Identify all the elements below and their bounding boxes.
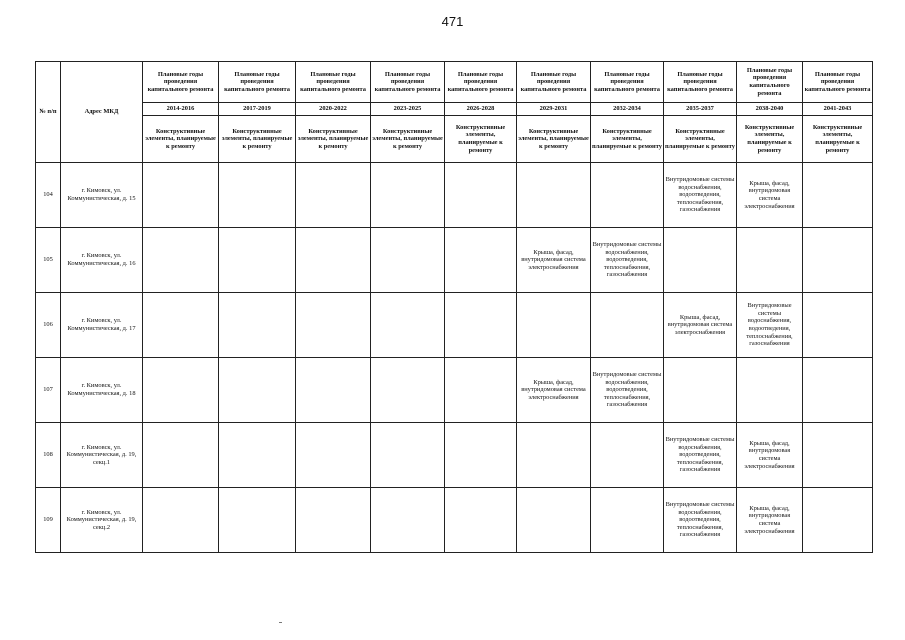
plan-cell	[517, 423, 591, 488]
elements-header: Конструктивные элементы, планируемые к ремонту	[219, 116, 296, 163]
plan-cell	[737, 358, 803, 423]
plan-cell	[517, 293, 591, 358]
col-address-header: Адрес МКД	[61, 62, 143, 163]
period-years: 2035-2037	[664, 103, 737, 116]
plan-cell: Крыша, фасад, внутридомовая система электроснабжения	[517, 228, 591, 293]
plan-cell: Внутридомовые системы водоснабжения, водоотведения, теплоснабжения, газоснабжения	[591, 358, 664, 423]
table-row	[36, 163, 873, 228]
row-number: 107	[36, 358, 61, 423]
plan-cell	[143, 423, 219, 488]
period-years: 2023-2025	[371, 103, 445, 116]
plan-cell	[296, 228, 371, 293]
table-row	[36, 358, 873, 423]
elements-header: Конструктивные элементы, планируемые к ремонту	[591, 116, 664, 163]
period-years: 2038-2040	[737, 103, 803, 116]
plan-cell	[371, 423, 445, 488]
period-header: Плановые годы проведения капитального ремонта	[219, 62, 296, 103]
plan-cell: Внутридомовые системы водоснабжения, водоотведения, теплоснабжения, газоснабжения	[737, 293, 803, 358]
row-address: г. Кимовск, ул. Коммунистическая, д. 15	[61, 163, 143, 228]
row-number: 108	[36, 423, 61, 488]
period-header: Плановые годы проведения капитального ремонта	[143, 62, 219, 103]
plan-cell	[591, 293, 664, 358]
plan-cell: Крыша, фасад, внутридомовая система электроснабжения	[664, 293, 737, 358]
period-years: 2026-2028	[445, 103, 517, 116]
row-address: г. Кимовск, ул. Коммунистическая, д. 19, секц.2	[61, 488, 143, 553]
table-row	[36, 488, 873, 553]
plan-cell	[445, 358, 517, 423]
elements-header: Конструктивные элементы, планируемые к ремонту	[517, 116, 591, 163]
table-header	[36, 62, 873, 163]
plan-cell: Внутридомовые системы водоснабжения, водоотведения, теплоснабжения, газоснабжения	[591, 228, 664, 293]
table-row	[36, 228, 873, 293]
plan-cell	[737, 228, 803, 293]
capital-repair-plan-table	[35, 61, 873, 553]
plan-cell	[664, 228, 737, 293]
row-address: г. Кимовск, ул. Коммунистическая, д. 18	[61, 358, 143, 423]
plan-cell	[143, 228, 219, 293]
row-number: 105	[36, 228, 61, 293]
period-header: Плановые годы проведения капитального ремонта	[296, 62, 371, 103]
period-years: 2029-2031	[517, 103, 591, 116]
plan-cell	[219, 488, 296, 553]
plan-cell	[219, 358, 296, 423]
plan-cell	[803, 228, 873, 293]
plan-cell	[517, 488, 591, 553]
plan-cell	[803, 423, 873, 488]
plan-cell	[591, 488, 664, 553]
row-number: 109	[36, 488, 61, 553]
table-row	[36, 293, 873, 358]
elements-header: Конструктивные элементы, планируемые к ремонту	[371, 116, 445, 163]
col-num-header: № п/п	[36, 62, 61, 163]
row-address: г. Кимовск, ул. Коммунистическая, д. 17	[61, 293, 143, 358]
plan-cell	[445, 423, 517, 488]
plan-cell	[371, 163, 445, 228]
plan-cell	[143, 358, 219, 423]
plan-cell	[219, 163, 296, 228]
elements-header: Конструктивные элементы, планируемые к ремонту	[296, 116, 371, 163]
elements-header: Конструктивные элементы, планируемые к ремонту	[664, 116, 737, 163]
plan-cell	[803, 163, 873, 228]
plan-cell: Крыша, фасад, внутридомовая система электроснабжения	[517, 358, 591, 423]
plan-cell	[517, 163, 591, 228]
period-header: Плановые годы проведения капитального ремонта	[591, 62, 664, 103]
plan-cell	[445, 488, 517, 553]
plan-cell: Крыша, фасад, внутридомовая система электроснабжения	[737, 423, 803, 488]
elements-header: Конструктивные элементы, планируемые к ремонту	[803, 116, 873, 163]
period-header: Плановые годы проведения капитального ремонта	[737, 62, 803, 103]
period-header: Плановые годы проведения капитального ремонта	[803, 62, 873, 103]
plan-cell	[296, 163, 371, 228]
table-row	[36, 423, 873, 488]
plan-cell	[803, 488, 873, 553]
plan-cell	[296, 488, 371, 553]
row-address: г. Кимовск, ул. Коммунистическая, д. 19, секц.1	[61, 423, 143, 488]
period-years: 2041-2043	[803, 103, 873, 116]
row-address: г. Кимовск, ул. Коммунистическая, д. 16	[61, 228, 143, 293]
period-header: Плановые годы проведения капитального ремонта	[517, 62, 591, 103]
period-header: Плановые годы проведения капитального ремонта	[445, 62, 517, 103]
plan-cell	[219, 293, 296, 358]
table-body	[36, 163, 873, 553]
plan-cell	[445, 163, 517, 228]
plan-cell	[371, 293, 445, 358]
plan-cell: Крыша, фасад, внутридомовая система электроснабжения	[737, 163, 803, 228]
plan-cell: Крыша, фасад, внутридомовая система электроснабжения	[737, 488, 803, 553]
plan-cell: Внутридомовые системы водоснабжения, водоотведения, теплоснабжения, газоснабжения	[664, 488, 737, 553]
plan-cell	[143, 293, 219, 358]
plan-cell	[371, 488, 445, 553]
period-years: 2020-2022	[296, 103, 371, 116]
plan-cell	[445, 228, 517, 293]
page-number: 471	[441, 14, 464, 29]
elements-header: Конструктивные элементы, планируемые к ремонту	[143, 116, 219, 163]
plan-cell: Внутридомовые системы водоснабжения, водоотведения, теплоснабжения, газоснабжения	[664, 163, 737, 228]
plan-cell	[219, 228, 296, 293]
period-years: 2032-2034	[591, 103, 664, 116]
plan-cell	[803, 358, 873, 423]
scan-mark	[279, 622, 282, 623]
plan-cell	[664, 358, 737, 423]
plan-cell	[296, 423, 371, 488]
elements-header: Конструктивные элементы, планируемые к ремонту	[737, 116, 803, 163]
row-number: 104	[36, 163, 61, 228]
plan-cell	[143, 163, 219, 228]
plan-cell	[143, 488, 219, 553]
plan-cell	[296, 358, 371, 423]
plan-cell	[803, 293, 873, 358]
plan-cell	[371, 358, 445, 423]
plan-cell	[296, 293, 371, 358]
period-years: 2017-2019	[219, 103, 296, 116]
row-number: 106	[36, 293, 61, 358]
plan-cell	[219, 423, 296, 488]
period-years: 2014-2016	[143, 103, 219, 116]
plan-cell	[591, 423, 664, 488]
plan-cell: Внутридомовые системы водоснабжения, водоотведения, теплоснабжения, газоснабжения	[664, 423, 737, 488]
period-header: Плановые годы проведения капитального ремонта	[664, 62, 737, 103]
plan-cell	[445, 293, 517, 358]
elements-header: Конструктивные элементы, планируемые к ремонту	[445, 116, 517, 163]
plan-cell	[591, 163, 664, 228]
plan-cell	[371, 228, 445, 293]
period-header: Плановые годы проведения капитального ремонта	[371, 62, 445, 103]
